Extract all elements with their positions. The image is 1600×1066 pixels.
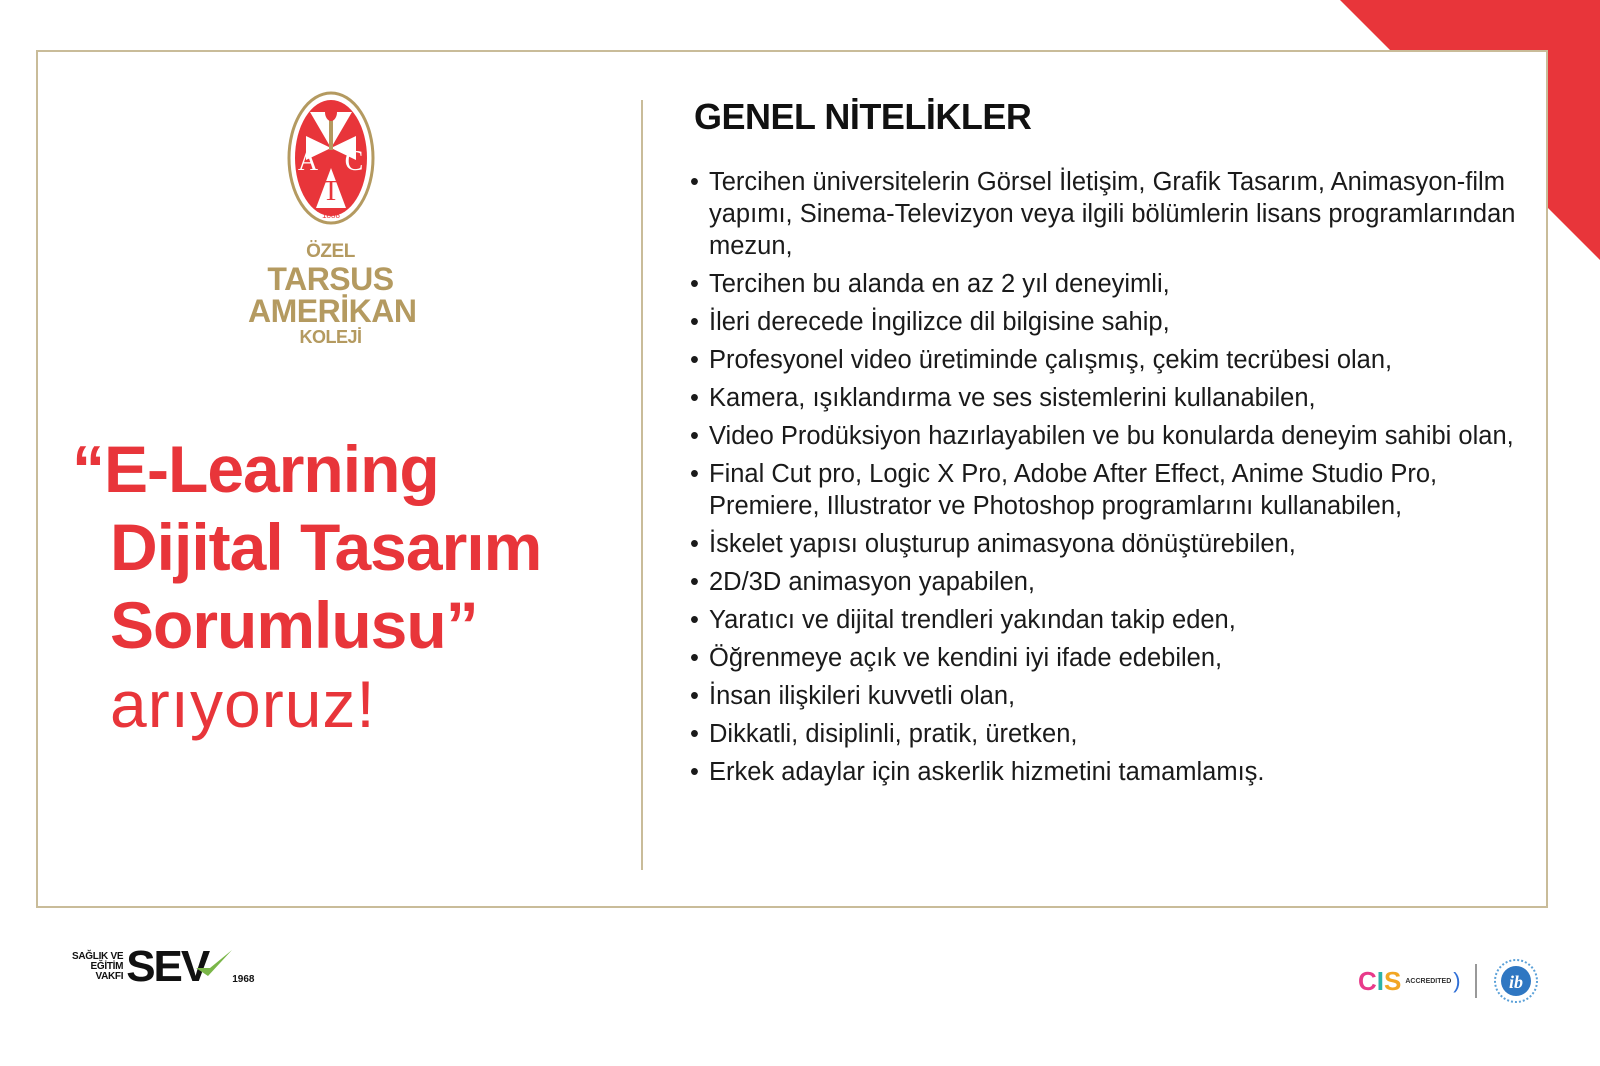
cis-paren: ) [1453,968,1461,993]
logo-line-koleji: KOLEJİ [299,327,362,347]
cis-letter-s: S [1384,965,1402,996]
emblem-letter-t: T [321,176,340,207]
headline-line-3: Sorumlusu” [110,588,478,662]
bullet-dot: • [690,606,699,634]
headline-line-1: “E-Learning [72,432,439,506]
requirement-item [690,420,1520,452]
requirement-item [690,306,1520,338]
sev-small-line-3: VAKFI [95,971,124,982]
bullet-dot: • [690,682,699,710]
bullet-dot: • [690,168,699,196]
requirement-text: Tercihen bu alanda en az 2 yıl deneyimli, [709,270,1170,298]
requirement-item [690,604,1520,636]
bullet-dot: • [690,758,699,786]
sev-year: 1968 [232,974,255,985]
bullet-dot: • [690,530,699,558]
bullet-dot: • [690,568,699,596]
bullet-dot: • [690,422,699,450]
bullet-dot: • [690,308,699,336]
requirement-item [690,642,1520,674]
emblem-year: 1888 [321,211,340,220]
accreditation-logos [1358,958,1539,1004]
bullet-dot: • [690,720,699,748]
bullet-dot: • [690,460,699,488]
requirement-item [690,166,1520,262]
requirement-text: İleri derecede İngilizce dil bilgisine sahip, [709,308,1170,336]
logo-separator [1475,964,1477,998]
requirement-text: Kamera, ışıklandırma ve ses sistemlerini kullanabilen, [709,384,1316,412]
sev-small-text [72,952,123,982]
requirement-item [690,268,1520,300]
bullet-dot: • [690,384,699,412]
requirement-text: 2D/3D animasyon yapabilen, [709,568,1036,596]
headline-subtitle: arıyoruz! [110,667,376,741]
sev-logo [72,942,255,991]
requirement-item [690,756,1520,788]
requirement-item [690,566,1520,598]
requirement-text: Video Prodüksiyon hazırlayabilen ve bu konularda deneyim sahibi olan, [709,422,1514,450]
requirement-item [690,382,1520,414]
requirement-text: Tercihen üniversitelerin Görsel İletişim, Grafik Tasarım, Animasyon-film yapımı, Sinema-Televizyon veya ilgili bölümlerin lisans programlarından mezun, [709,168,1516,260]
emblem-letter-a: A [297,146,318,177]
requirement-text: Dikkatli, disiplinli, pratik, üretken, [709,720,1078,748]
sev-wordmark: SEV [126,942,209,991]
school-logo [248,90,417,347]
requirement-text: İskelet yapısı oluşturup animasyona dönüştürebilen, [709,530,1296,558]
act-emblem-icon [286,90,376,226]
logo-line-amerikan: AMERİKAN [248,293,417,329]
requirement-item [690,528,1520,560]
emblem-letter-c: C [344,146,363,177]
requirement-text: İnsan ilişkileri kuvvetli olan, [709,682,1016,710]
cis-accredited-label: ACCREDITED [1405,977,1452,985]
requirement-text: Final Cut pro, Logic X Pro, Adobe After Effect, Anime Studio Pro, Premiere, Illustrator ve Photoshop programlarını kullanabilen, [709,460,1438,520]
logo-line-tarsus: TARSUS [267,261,394,297]
cis-letter-c: C [1358,965,1377,996]
requirement-text: Yaratıcı ve dijital trendleri yakından takip eden, [709,606,1236,634]
bullet-dot: • [690,644,699,672]
vertical-divider [641,100,643,870]
sev-check-icon [194,948,234,978]
headline-line-2: Dijital Tasarım [110,510,542,584]
logo-line-ozel: ÖZEL [306,241,355,262]
ib-logo-icon [1493,958,1539,1004]
ib-logo-text: ib [1508,972,1523,992]
requirement-item [690,458,1520,522]
requirement-text: Erkek adaylar için askerlik hizmetini tamamlamış. [709,758,1265,786]
requirement-item [690,718,1520,750]
job-headline [72,430,541,744]
requirements-list [690,166,1520,794]
bullet-dot: • [690,270,699,298]
requirement-item [690,680,1520,712]
requirement-text: Öğrenmeye açık ve kendini iyi ifade edebilen, [709,644,1223,672]
sev-small-line-1: SAĞLIK VE [72,951,124,962]
cis-letter-i: I [1376,965,1385,996]
requirement-text: Profesyonel video üretiminde çalışmış, çekim tecrübesi olan, [709,346,1393,374]
sev-small-line-2: EĞİTİM [90,961,124,972]
bullet-dot: • [690,346,699,374]
requirement-item [690,344,1520,376]
section-title: GENEL NİTELİKLER [694,96,1032,137]
